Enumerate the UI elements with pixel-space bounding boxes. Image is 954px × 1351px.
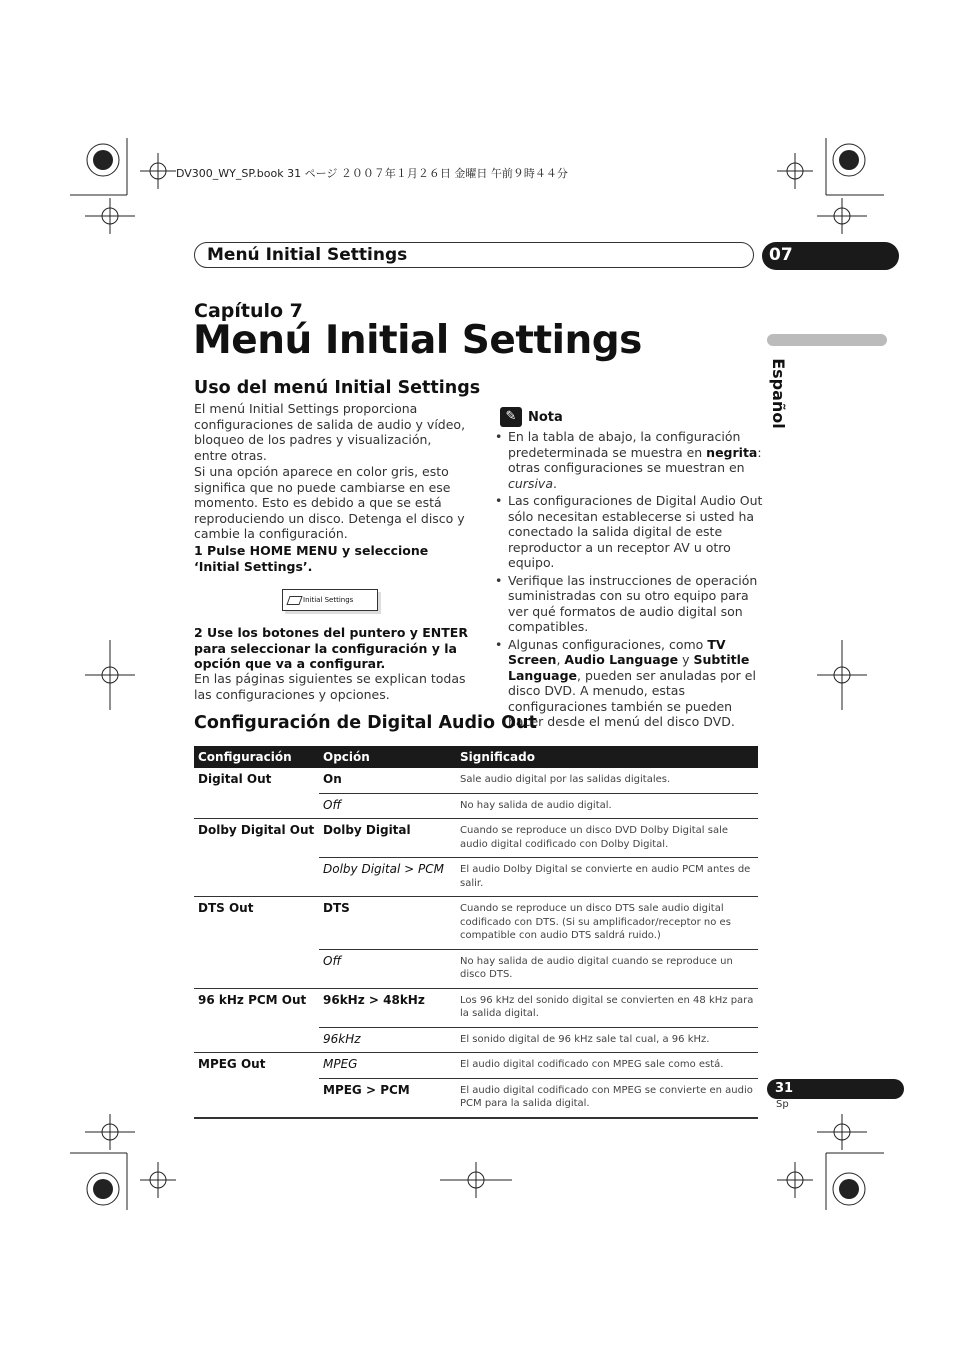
header-opcion: Opción	[319, 746, 456, 768]
meaning-cell: No hay salida de audio digital cuando se reproduce un disco DTS.	[456, 949, 758, 988]
page-number-tab	[767, 1079, 904, 1099]
note-item: • Las configuraciones de Digital Audio Out sólo necesitan establecerse si usted ha conectado la salida digital de este reproductor a un receptor AV u otro equipo.	[495, 493, 765, 571]
section-title: Menú Initial Settings	[207, 245, 408, 265]
option-cell: MPEG > PCM	[319, 1078, 456, 1118]
option-cell: MPEG	[319, 1053, 456, 1079]
language-label: Español	[768, 358, 788, 429]
chapter-number: 07	[769, 245, 793, 265]
setting-cell: DTS Out	[194, 897, 319, 950]
meaning-cell: El audio digital codificado con MPEG sale como está.	[456, 1053, 758, 1079]
intro-paragraph: El menú Initial Settings proporciona configuraciones de salida de audio y vídeo, bloqueo de los padres y visualización, entre otras.	[194, 401, 466, 463]
table-row	[194, 988, 758, 1027]
table-row	[194, 793, 758, 819]
meaning-cell: No hay salida de audio digital.	[456, 793, 758, 819]
table-row	[194, 858, 758, 897]
table-row	[194, 1053, 758, 1079]
setting-cell: MPEG Out	[194, 1053, 319, 1079]
meaning-cell: Sale audio digital por las salidas digitales.	[460, 774, 671, 785]
chapter-tab	[762, 242, 899, 270]
note-item: • Verifique las instrucciones de operación suministradas con su otro equipo para ver qué formatos de audio digital son compatibles.	[495, 573, 765, 635]
note-title: Nota	[528, 410, 563, 425]
option-cell: 96kHz	[319, 1027, 456, 1053]
screen-label: Initial Settings	[303, 596, 354, 604]
note-pencil-icon: ✎	[500, 407, 522, 427]
section-heading-uso: Uso del menú Initial Settings	[194, 378, 481, 398]
page-number: 31	[775, 1081, 794, 1096]
table-row	[194, 949, 758, 988]
setting-cell: 96 kHz PCM Out	[194, 988, 319, 1027]
option-cell: Dolby Digital > PCM	[319, 858, 456, 897]
table-row	[194, 897, 758, 950]
setting-cell: Dolby Digital Out	[194, 819, 319, 858]
section-heading-digital-audio: Configuración de Digital Audio Out	[194, 713, 537, 733]
option-cell: Off	[319, 793, 456, 819]
note-item: • En la tabla de abajo, la configuración predeterminada se muestra en negrita: otras configuraciones se muestran en cursiva.	[495, 429, 765, 491]
header-significado: Significado	[456, 746, 758, 768]
option-cell: Dolby Digital	[319, 819, 456, 858]
setting-cell	[194, 793, 319, 819]
header-configuracion: Configuración	[194, 746, 319, 768]
page-language: Sp	[776, 1099, 789, 1110]
language-tab-bar	[767, 334, 887, 346]
remote-icon	[286, 596, 302, 605]
setting-cell	[194, 858, 319, 897]
option-cell: DTS	[319, 897, 456, 950]
meaning-cell: Cuando se reproduce un disco DTS sale audio digital codificado con DTS. (Si su amplificador/receptor no es compatible con audio DTS saldrá ruido.)	[456, 897, 758, 950]
option-cell: 96kHz > 48kHz	[319, 988, 456, 1027]
meaning-cell: El audio digital codificado con MPEG se convierte en audio PCM para la salida digital.	[456, 1078, 758, 1118]
table-header-row	[194, 746, 758, 768]
digital-audio-table	[194, 746, 758, 1119]
table-row	[194, 1078, 758, 1118]
meaning-cell: El audio Dolby Digital se convierte en audio PCM antes de salir.	[456, 858, 758, 897]
setting-cell	[194, 1078, 319, 1118]
section-title-bar	[194, 242, 754, 268]
note-item: • Algunas configuraciones, como TV Screen, Audio Language y Subtitle Language, pueden ser anuladas por el disco DVD. A menudo, estas configuraciones también se pueden hacer desde el menú del disco DVD.	[495, 637, 765, 730]
step-2-note: En las páginas siguientes se explican todas las configuraciones y opciones.	[194, 671, 466, 702]
note-list	[495, 429, 765, 732]
meaning-cell: Los 96 kHz del sonido digital se convierten en 48 kHz para la salida digital.	[456, 988, 758, 1027]
setting-cell	[194, 949, 319, 988]
setting-cell	[194, 1027, 319, 1053]
setting-cell: Digital Out	[198, 772, 272, 786]
print-header: DV300_WY_SP.book 31 ページ ２００７年１月２６日 金曜日 午前９時４４分	[176, 167, 568, 180]
step-1: 1 Pulse HOME MENU y seleccione ‘Initial Settings’.	[194, 543, 429, 574]
gray-option-paragraph: Si una opción aparece en color gris, esto significa que no puede cambiarse en ese momento. Esto es debido a que se está reproduciendo un disco. Detenga el disco y cambie la configuración.	[194, 464, 465, 541]
chapter-label: Capítulo 7	[194, 300, 303, 322]
option-cell: On	[323, 772, 342, 786]
initial-settings-screen	[282, 589, 378, 611]
meaning-cell: Cuando se reproduce un disco DVD Dolby Digital sale audio digital codificado con Dolby Digital.	[456, 819, 758, 858]
option-cell: Off	[319, 949, 456, 988]
page-title: Menú Initial Settings	[193, 318, 642, 363]
step-2: 2 Use los botones del puntero y ENTER para seleccionar la configuración y la opción que va a configurar.	[194, 625, 468, 671]
language-tab	[765, 360, 805, 440]
meaning-cell: El sonido digital de 96 kHz sale tal cual, a 96 kHz.	[456, 1027, 758, 1053]
table-row	[194, 1027, 758, 1053]
table-row	[194, 819, 758, 858]
table-row	[194, 768, 758, 793]
